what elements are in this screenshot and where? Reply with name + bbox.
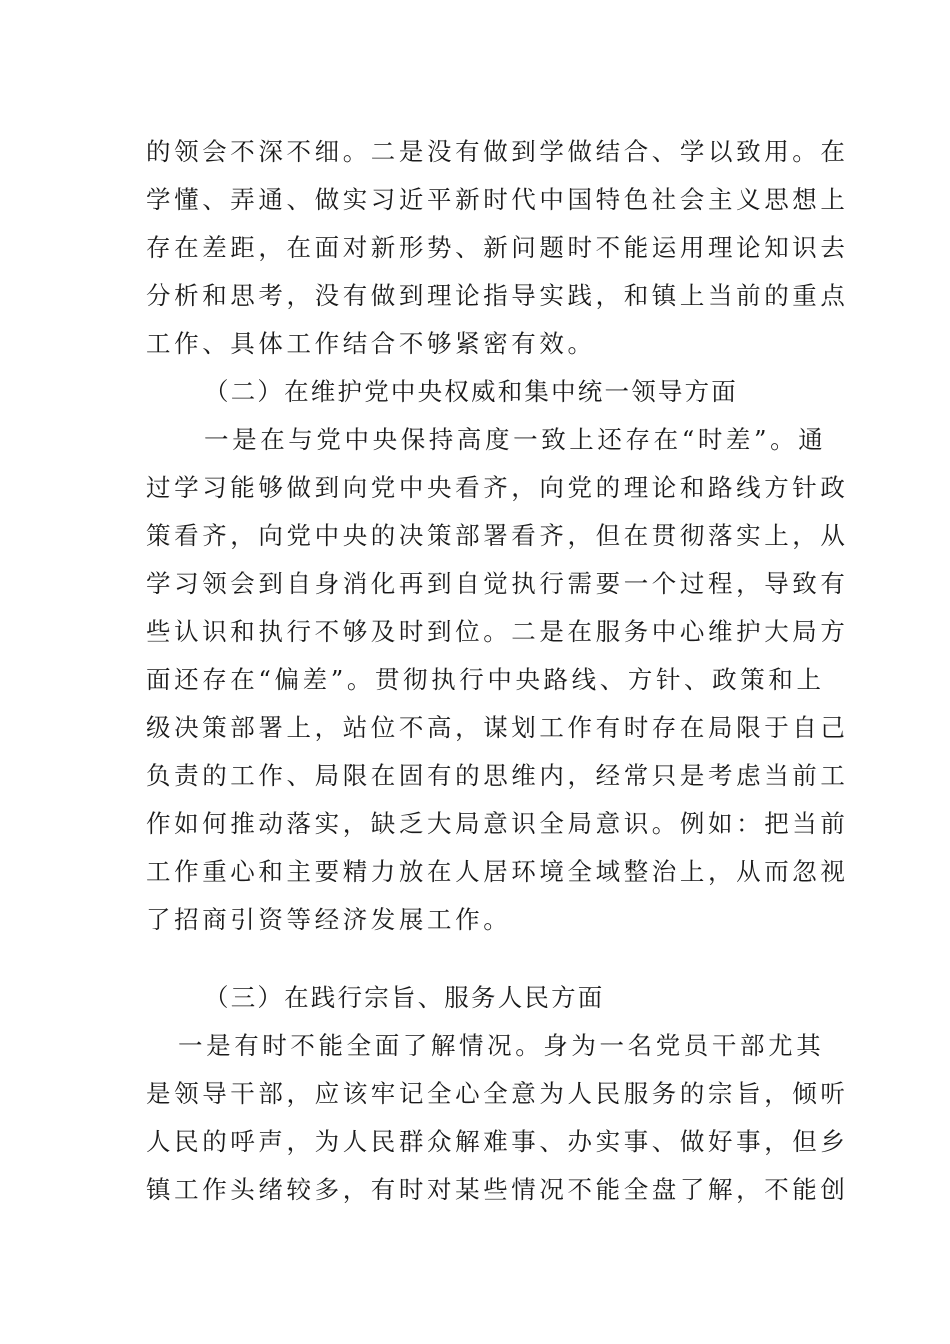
text-line: 作如何推动落实，缺乏大局意识全局意识。例如：把当前 <box>146 809 849 838</box>
text-line: 负责的工作、局限在固有的思维内，经常只是考虑当前工 <box>146 761 849 790</box>
text-line: 是领导干部，应该牢记全心全意为人民服务的宗旨，倾听 <box>146 1079 849 1108</box>
text-line: 策看齐，向党中央的决策部署看齐，但在贯彻落实上，从 <box>146 521 849 550</box>
text-line: 面还存在“偏差”。贯彻执行中央路线、方针、政策和上 <box>146 665 825 694</box>
text-line: 一是在与党中央保持高度一致上还存在“时差”。通 <box>204 425 827 454</box>
text-line: 些认识和执行不够及时到位。二是在服务中心维护大局方 <box>146 617 849 646</box>
text-line: 一是有时不能全面了解情况。身为一名党员干部尤其 <box>178 1031 825 1060</box>
body-text-section-3 <box>146 974 849 1214</box>
text-line: 的领会不深不细。二是没有做到学做结合、学以致用。在 <box>146 137 849 166</box>
text-line: 学习领会到自身消化再到自觉执行需要一个过程，导致有 <box>146 569 849 598</box>
text-line: 镇工作头绪较多，有时对某些情况不能全盘了解，不能创 <box>146 1175 849 1204</box>
text-line: 过学习能够做到向党中央看齐，向党的理论和路线方针政 <box>146 473 849 502</box>
text-line: 工作重心和主要精力放在人居环境全域整治上，从而忽视 <box>146 857 849 886</box>
text-line: 级决策部署上，站位不高，谋划工作有时存在局限于自己 <box>146 713 849 742</box>
text-line: 存在差距，在面对新形势、新问题时不能运用理论知识去 <box>146 233 849 262</box>
text-line: 工作、具体工作结合不够紧密有效。 <box>146 329 596 358</box>
text-line: 人民的呼声，为人民群众解难事、办实事、做好事，但乡 <box>146 1127 849 1156</box>
body-text <box>146 128 849 944</box>
section-heading-2: （二）在维护党中央权威和集中统一领导方面 <box>204 377 738 406</box>
text-line: 学懂、弄通、做实习近平新时代中国特色社会主义思想上 <box>146 185 849 214</box>
text-line: 了招商引资等经济发展工作。 <box>146 905 512 934</box>
text-line: 分析和思考，没有做到理论指导实践，和镇上当前的重点 <box>146 281 849 310</box>
section-heading-3: （三）在践行宗旨、服务人民方面 <box>204 983 605 1012</box>
